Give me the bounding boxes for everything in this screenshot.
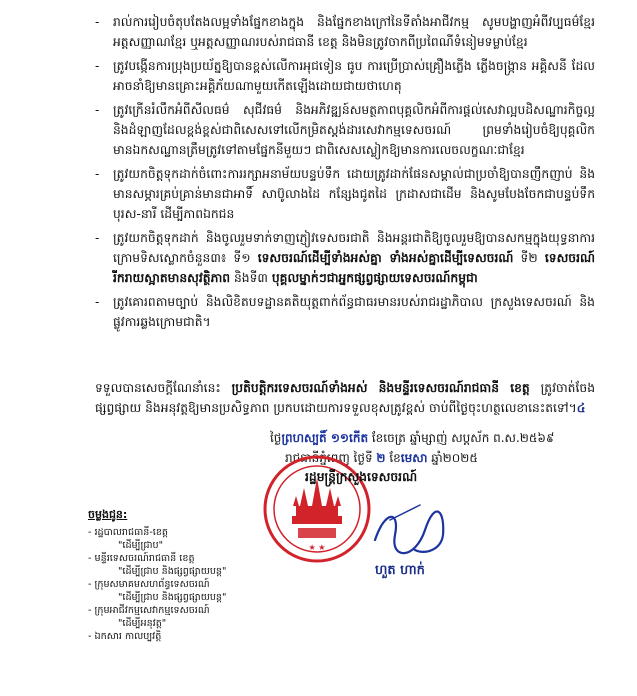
bullet-text: ត្រូវយកចិត្តទុកដាក់ចំពោះការរក្សាអនាម័យបន្ទប់ទឹក ដោយត្រូវដាក់ផែនសម្គាល់ជាប្រចាំឱ្យបានញឹកញាប់ និងមានសម្ភារគ្រប់គ្រាន់មានជាអាទិ៍ សាប៊ូលាងដៃ កន្សែងជូតដៃ ក្រដាសជាដើម និងសូមបែងចែកជាបន្ទប់ទឹកបុរស-នារី ដើម្បីភាពឯកជន — [113, 167, 595, 221]
recipient-item: - ក្រុមអាជីវកម្មសេវាកម្មទេសចរណ៍ — [88, 605, 210, 616]
closing-lead: ទទួលបានសេចក្ដីណែនាំនេះ — [95, 381, 232, 395]
solar-day: ២ — [376, 451, 386, 465]
solar-month: មេសា — [400, 451, 428, 465]
recipient-note: "ដើម្បីជ្រាប" — [118, 540, 163, 551]
recipient-item: - ឯកសារ កាលប្បវត្តិ — [88, 631, 162, 642]
solar-year: ឆ្នាំ២០២៥ — [427, 451, 478, 465]
bullet-list — [95, 12, 595, 336]
bullet-item — [95, 12, 595, 52]
bullet-text: ត្រូវគោរពតាមច្បាប់ និងលិខិតបទដ្ឋានគតិយុត្តពាក់ព័ន្ធជាធរមានរបស់រាជរដ្ឋាភិបាល ក្រសួងទេសចរណ៍ និងផ្លូវការឆ្លងក្រោមជាតិ។ — [113, 295, 595, 329]
bullet-dash: - — [95, 103, 100, 117]
lunar-rest: ខែចេត្រ ឆ្នាំម្សាញ់ សប្តស័ក ព.ស.២៥៦៩ — [368, 431, 555, 445]
campaign-sep-1: ទី២ — [513, 251, 545, 265]
campaign-intro: ត្រូវយកចិត្តទុកដាក់ និងចូលរួមទាក់ទាញភ្ញៀវទេសចរជាតិ និងអន្តរជាតិឱ្យចូលរួមឱ្យបានសកម្មក្នុងយុទ្ធនាការក្រោមទិសស្លោកចំនួន៣៖ ទី១ — [113, 231, 595, 265]
signature-image — [365, 500, 455, 570]
campaign-slogan-3: បុគ្គលម្នាក់ៗជាអ្នកផ្សព្វផ្សាយទេសចរណ៍កម្ពុជា — [271, 271, 478, 285]
recipient-item: - មន្ទីរទេសចរណ៍រាជធានី ខេត្ត — [88, 553, 195, 564]
signatory-name: ហួត ហាក់ — [375, 563, 425, 578]
solar-mid: ខែ — [385, 451, 401, 465]
bullet-text: រាល់ការរៀបចំតុបតែងលម្អទាំងផ្នែកខាងក្នុង និងផ្នែកខាងក្រៅនៃទីតាំងអាជីវកម្ម សូមបង្ហាញអំពីវប្បធម៌ខ្មែរ អត្តសញ្ញាណខ្មែរ ឬអត្តសញ្ញាណរបស់រាជធានី ខេត្ត និងមិនត្រូវចាកពីប្រពៃណីទំនៀមទម្លាប់ខ្មែរ — [113, 15, 595, 49]
bullet-item — [95, 164, 595, 224]
bullet-text: ត្រូវក្រើនរំលឹកអំពីសីលធម៌ សុជីវធម៌ និងអភិវឌ្ឍន៍សមត្ថភាពបុគ្គលិកអំពីការផ្ដល់សេវាល្អបដិសណ្ឋារកិច្ចល្អ និងដំឡាញដែលខ្ពង់ខ្ពស់ជាពិសេសទៅលើកម្រិតស្ដង់ដារសេវាកម្មទេសចរណ៍ ព្រមទាំងរៀបចំឱ្យបុគ្គលិកមានឯកសណ្ឋានត្រឹមត្រូវទៅតាមផ្នែកនីមួយៗ ជាពិសេសស្លៀកឱ្យមានការលេចលក្ខណៈជាខ្មែរ — [113, 103, 595, 157]
bullet-item — [95, 100, 595, 160]
svg-text:★ ★: ★ ★ — [308, 543, 326, 552]
bullet-text: ត្រូវបង្កើនការប្រុងប្រយ័ត្នឱ្យបានខ្ពស់លើការអុជទៀន ធូប ការប្រើប្រាស់គ្រឿងភ្លើង ភ្លើងចង្ក្រាន អគ្គិសនី ដែលអាចនាំឱ្យមានគ្រោះអគ្គិភ័យណាមួយកើតឡើងដោយជាយថាហេតុ — [113, 59, 595, 93]
bullet-item — [95, 56, 595, 96]
closing-bold: ប្រតិបត្តិករទេសចរណ៍ទាំងអស់ និងមន្ទីរទេសចរណ៍រាជធានី ខេត្ត — [231, 381, 530, 395]
recipient-note: "ដើម្បីអនុវត្ត" — [118, 618, 167, 629]
bullet-dash: - — [95, 167, 100, 181]
lunar-prefix: ថ្ងៃ — [270, 431, 282, 445]
lunar-date — [270, 428, 610, 448]
bullet-dash: - — [95, 231, 100, 245]
recipients-title: ចម្លងជូន: — [88, 508, 128, 521]
bullet-dash: - — [95, 15, 100, 29]
bullet-dash: - — [95, 295, 100, 309]
bullet-text — [113, 228, 595, 288]
closing-paragraph — [95, 378, 595, 418]
handwritten-number: ៤ — [576, 401, 586, 415]
closing-rest: ត្រូវចាត់ចែងផ្សព្វផ្សាយ និងអនុវត្តឱ្យមានប្រសិទ្ធភាព ប្រកបដោយការទទួលខុសត្រូវខ្ពស់ ចាប់ពីថ្ងៃចុះហត្ថលេខានេះតទៅ។ — [95, 381, 595, 415]
recipient-note: "ដើម្បីជ្រាប និងផ្សព្វផ្សាយបន្ត" — [118, 566, 227, 577]
lunar-hand: ព្រហស្បតិ៍ ១១កើត — [281, 431, 369, 445]
campaign-slogan-2: ទេសចរណ៍រីករាយស្អាតមានសុវត្ថិភាព — [113, 251, 595, 285]
recipient-note: "ដើម្បីជ្រាប និងផ្សព្វផ្សាយបន្ត" — [118, 592, 227, 603]
solar-prefix: រាជធានីភ្នំពេញ ថ្ងៃទី — [285, 451, 377, 465]
recipients-list — [88, 508, 288, 643]
recipient-item: - ក្រុមសមាគមសហព័ន្ធទេសចរណ៍ — [88, 579, 210, 590]
bullet-item — [95, 292, 595, 332]
recipient-item: - រដ្ឋបាលរាជធានី-ខេត្ត — [88, 527, 169, 538]
bullet-item — [95, 228, 595, 288]
minister-role: រដ្ឋមន្ត្រីក្រសួងទេសចរណ៍ — [305, 470, 418, 484]
bullet-dash: - — [95, 59, 100, 73]
campaign-slogan-1: ទេសចរណ៍ដើម្បីទាំងអស់គ្នា ទាំងអស់គ្នាដើម្បីទេសចរណ៍ — [257, 251, 514, 265]
campaign-sep-2: និងទី៣ — [230, 271, 272, 285]
